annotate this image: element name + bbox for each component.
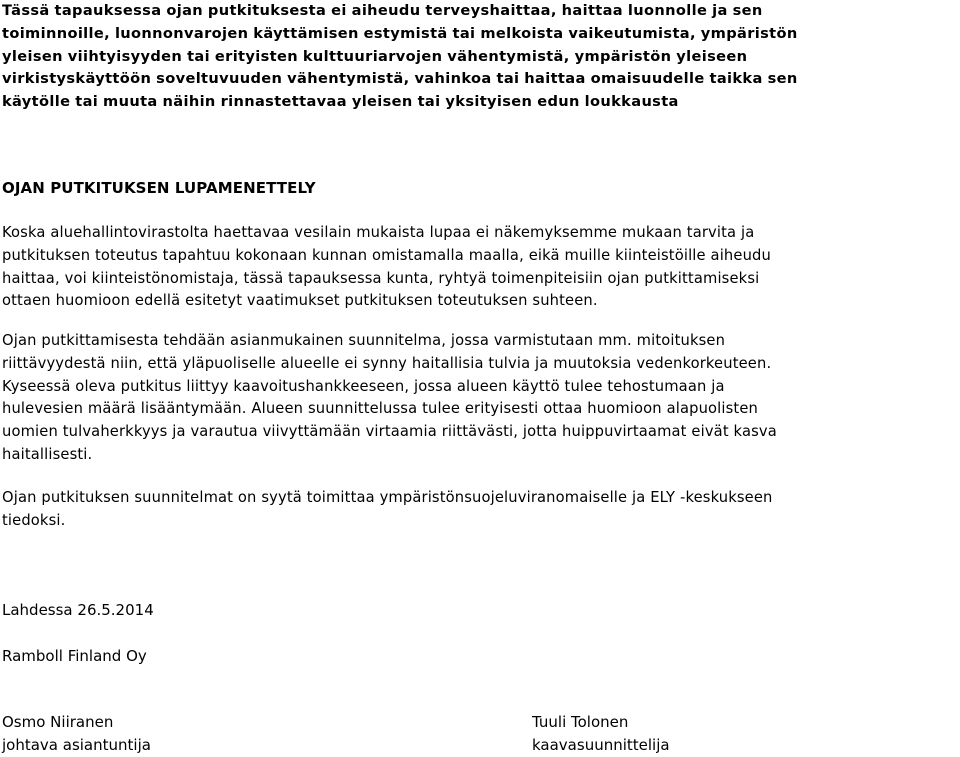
paragraph-line: ottaen huomioon edellä esitetyt vaatimukset putkituksen toteutuksen suhteen. — [2, 292, 598, 310]
signatory-name: Tuuli Tolonen — [532, 713, 629, 731]
paragraph-line: Ojan putkituksen suunnitelmat on syytä toimittaa ympäristönsuojeluviranomaiselle ja ELY -keskukseen — [2, 489, 773, 506]
paragraph-line: haittaa, voi kiinteistönomistaja, tässä tapauksessa kunta, ryhtyä toimenpiteisiin ojan putkittamiseksi — [2, 269, 760, 287]
intro-paragraph — [2, 0, 957, 114]
company-name: Ramboll Finland Oy — [2, 647, 147, 665]
intro-line: toiminnoille, luonnonvarojen käyttämisen estymistä tai melkoista vaikeutumista, ympäristön — [2, 24, 798, 42]
paragraph-line: Ojan putkittamisesta tehdään asianmukainen suunnitelma, jossa varmistutaan mm. mitoituksen — [2, 332, 726, 349]
intro-line: käytölle tai muuta näihin rinnastettavaa yleisen tai yksityisen edun loukkausta — [2, 93, 679, 111]
paragraph-line: tiedoksi. — [2, 511, 66, 529]
paragraph-line: hulevesien määrä lisääntymään. Alueen suunnittelussa tulee erityisesti ottaa huomioon alapuolisten — [2, 400, 758, 418]
paragraph-delivery — [2, 487, 957, 533]
signatory-title: johtava asiantuntija — [2, 736, 151, 754]
date-place: Lahdessa 26.5.2014 — [2, 601, 154, 619]
section-heading: OJAN PUTKITUKSEN LUPAMENETTELY — [2, 179, 316, 197]
intro-line: Tässä tapauksessa ojan putkituksesta ei aiheudu terveyshaittaa, haittaa luonnolle ja sen — [2, 2, 763, 19]
intro-line: virkistyskäyttöön soveltuvuuden vähentymistä, vahinkoa tai haittaa omaisuudelle taikka sen — [2, 70, 798, 88]
signatory-title: kaavasuunnittelija — [532, 736, 670, 754]
signatory-name: Osmo Niiranen — [2, 713, 114, 731]
paragraph-line: haitallisesti. — [2, 445, 93, 463]
paragraph-line: putkituksen toteutus tapahtuu kokonaan kunnan omistamalla maalla, eikä muille kiinteistöille aiheudu — [2, 246, 771, 264]
paragraph-line: Koska aluehallintovirastolta haettavaa vesilain mukaista lupaa ei näkemyksemme mukaan tarvita ja — [2, 224, 755, 241]
paragraph-line: Kyseessä oleva putkitus liittyy kaavoitushankkeeseen, jossa alueen käyttö tulee tehostumaan ja — [2, 377, 725, 395]
intro-line: yleisen viihtyisyyden tai erityisten kulttuuriarvojen vähentymistä, ympäristön yleiseen — [2, 47, 748, 65]
paragraph-permit — [2, 222, 957, 313]
paragraph-planning — [2, 330, 957, 467]
paragraph-line: uomien tulvaherkkyys ja varautua viivyttämään virtaamia riittävästi, jotta huippuvirtaamat eivät kasva — [2, 423, 777, 441]
paragraph-line: riittävyydestä niin, että yläpuoliselle alueelle ei synny haitallisia tulvia ja muutoksia vedenkorkeuteen. — [2, 354, 772, 372]
